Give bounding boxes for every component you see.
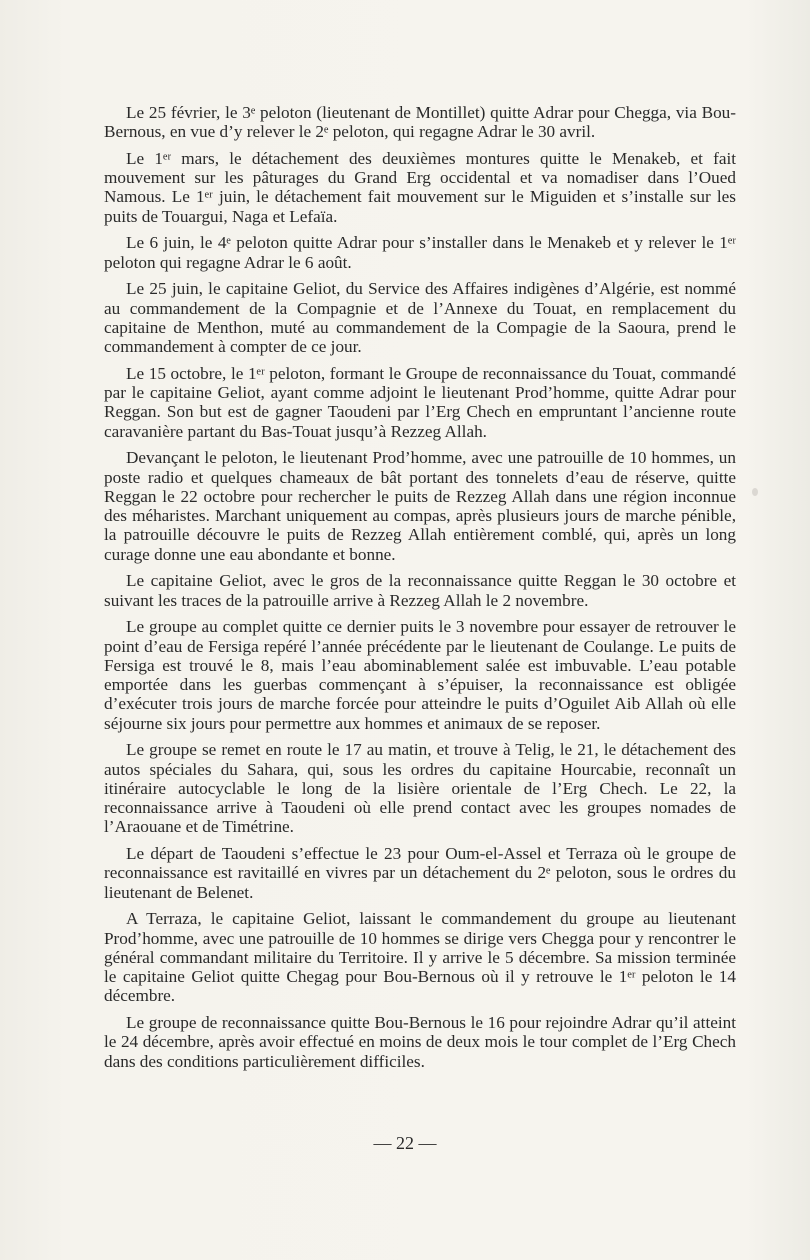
paper-speck xyxy=(752,488,758,496)
paragraph: Le capitaine Geliot, avec le gros de la reconnaissance quitte Reggan le 30 octobre et suivant les traces de la patrouille arrive à Rezzeg Allah le 2 novembre. xyxy=(104,571,736,610)
page-number: — 22 — xyxy=(373,1133,437,1153)
body-text xyxy=(104,103,736,1078)
paragraph: Le 25 février, le 3ᵉ peloton (lieutenant de Montillet) quitte Adrar pour Chegga, via Bou-Bernous, en vue d’y relever le 2ᵉ peloton, qui regagne Adrar le 30 avril. xyxy=(104,103,736,142)
paragraph: Le 1ᵉʳ mars, le détachement des deuxièmes montures quitte le Menakeb, et fait mouvement sur les pâturages du Grand Erg occidental et va nomadiser dans l’Oued Namous. Le 1ᵉʳ juin, le détachement fait mouvement sur le Miguiden et s’installe sur les puits de Touargui, Naga et Lefaïa. xyxy=(104,148,736,226)
paragraph: Le groupe se remet en route le 17 au matin, et trouve à Telig, le 21, le détachement des autos spéciales du Sahara, qui, sous les ordres du capitaine Hourcabie, reconnaît un itinéraire autocyclable le long de la lisière orientale de l’Erg Chech. Le 22, la reconnaissance arrive à Taoudeni où elle prend contact avec les groupes nomades de l’Araouane et de Timétrine. xyxy=(104,740,736,837)
paragraph: Le groupe au complet quitte ce dernier puits le 3 novembre pour essayer de retrouver le point d’eau de Fersiga repéré l’année précédente par le lieutenant de Coulange. Le puits de Fersiga est trouvé le 8, mais l’eau abominablement salée est imbuvable. L’eau potable emportée dans les guerbas commençant à s’épuiser, la reconnaissance est obligée d’exécuter trois jours de marche forcée pour atteindre le puits d’Oguilet Aib Allah où elle séjourne six jours pour permettre aux hommes et animaux de se reposer. xyxy=(104,617,736,733)
paragraph: Le 6 juin, le 4ᵉ peloton quitte Adrar pour s’installer dans le Menakeb et y relever le 1ᵉʳ peloton qui regagne Adrar le 6 août. xyxy=(104,233,736,272)
paragraph: Le groupe de reconnaissance quitte Bou-Bernous le 16 pour rejoindre Adrar qu’il atteint le 24 décembre, après avoir effectué en moins de deux mois le tour complet de l’Erg Chech dans des conditions particulièrement difficiles. xyxy=(104,1013,736,1071)
paragraph: Le 25 juin, le capitaine Geliot, du Service des Affaires indigènes d’Algérie, est nommé au commandement de la Compagnie et de l’Annexe du Touat, en remplacement du capitaine de Menthon, muté au commandement de la Compagie de la Saoura, prend le commandement à compter de ce jour. xyxy=(104,279,736,357)
paragraph: Devançant le peloton, le lieutenant Prod’homme, avec une patrouille de 10 hommes, un poste radio et quelques chameaux de bât portant des tonnelets d’eau de réserve, quitte Reggan le 22 octobre pour rechercher le puits de Rezzeg Allah dans une région inconnue des méharistes. Marchant uniquement au compas, après plusieurs jours de marche pénible, la patrouille découvre le puits de Rezzeg Allah entièrement comblé, qui, après un long curage donne une eau abondante et bonne. xyxy=(104,448,736,564)
paragraph: Le départ de Taoudeni s’effectue le 23 pour Oum-el-Assel et Terraza où le groupe de reconnaissance est ravitaillé en vivres par un détachement du 2ᵉ peloton, sous le ordres du lieutenant de Belenet. xyxy=(104,844,736,902)
paragraph: A Terraza, le capitaine Geliot, laissant le commandement du groupe au lieutenant Prod’homme, avec une patrouille de 10 hommes se dirige vers Chegga pour y rencontrer le général commandant militaire du Territoire. Il y arrive le 5 décembre. Sa mission terminée le capitaine Geliot quitte Chegag pour Bou-Bernous où il y retrouve le 1ᵉʳ peloton le 14 décembre. xyxy=(104,909,736,1006)
paragraph: Le 15 octobre, le 1ᵉʳ peloton, formant le Groupe de reconnaissance du Touat, commandé par le capitaine Geliot, ayant comme adjoint le lieutenant Prod’homme, quitte Adrar pour Reggan. Son but est de gagner Taoudeni par l’Erg Chech en empruntant l’ancienne route caravanière partant du Bas-Touat jusqu’à Rezzeg Allah. xyxy=(104,363,736,441)
